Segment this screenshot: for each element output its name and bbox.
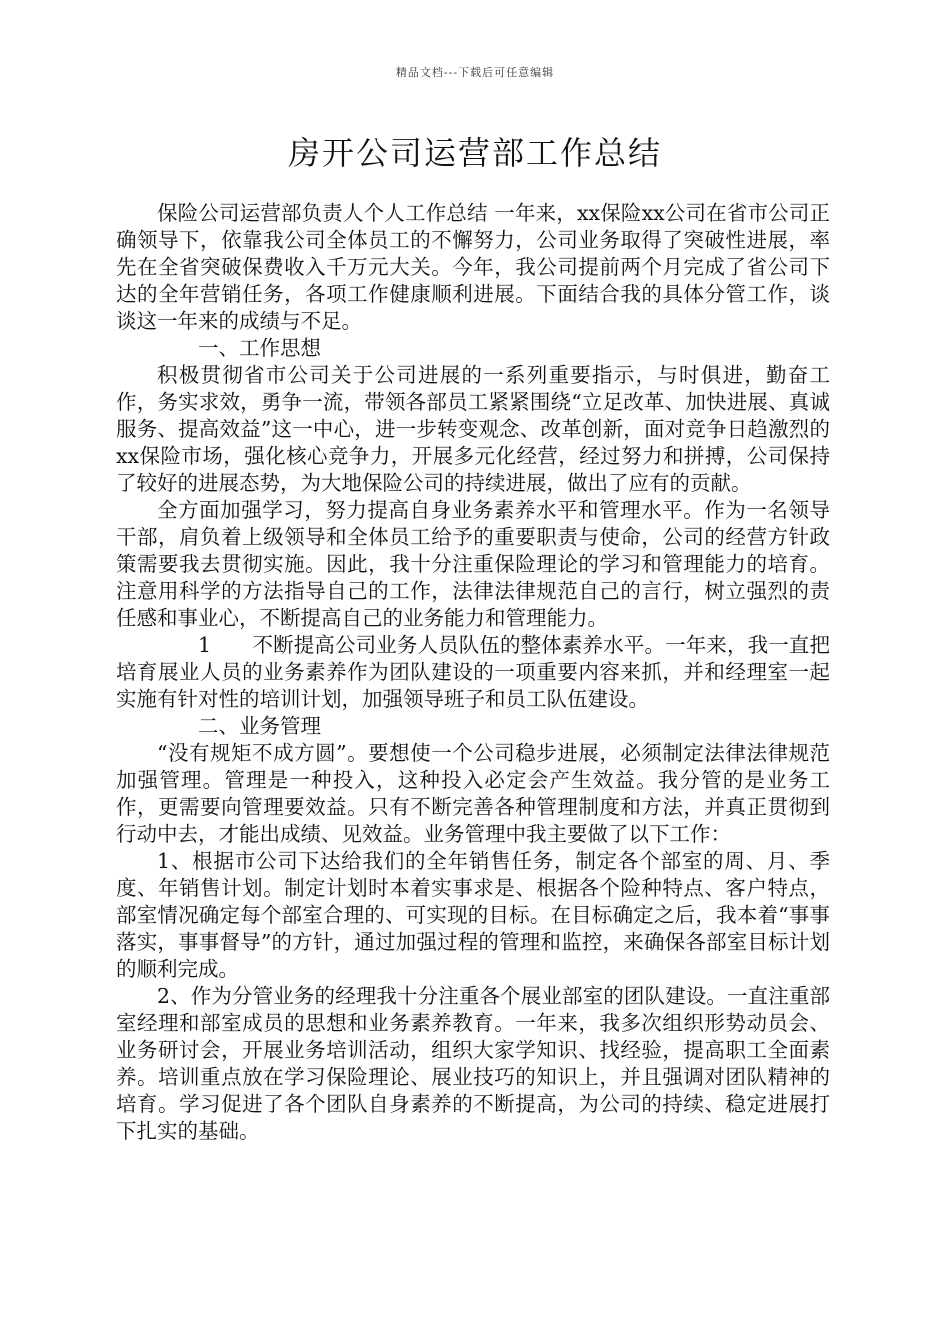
- section-heading-business-management: 二、业务管理: [198, 714, 321, 738]
- header-note: 精品文档---下载后可任意编辑: [395, 66, 555, 79]
- paragraph-numbered: 2、作为分管业务的经理我十分注重各个展业部室的团队建设。一直注重部室经理和部室成员的思想和业务素养教育。一年来，我多次组织形势动员会、业务研讨会，开展业务培训活动，组织大家学知识、找经验，提高职工全面素养。培训重点放在学习保险理论、展业技巧的知识上，并且强调对团队精神的培育。学习促进了各个团队自身素养的不断提高，为公司的持续、稳定进展打下扎实的基础。: [116, 984, 830, 1143]
- document-title: 房开公司运营部工作总结: [287, 134, 662, 172]
- paragraph-numbered: 1 不断提高公司业务人员队伍的整体素养水平。一年来，我一直把培育展业人员的业务素养作为团队建设的一项重要内容来抓，并和经理室一起实施有针对性的培训计划，加强领导班子和员工队伍建设。: [116, 633, 830, 711]
- paragraph-numbered: 1、根据市公司下达给我们的全年销售任务，制定各个部室的周、月、季度、年销售计划。制定计划时本着实事求是、根据各个险种特点、客户特点，部室情况确定每个部室合理的、可实现的目标。在目标确定之后，我本着“事事落实，事事督导”的方针，通过加强过程的管理和监控，来确保各部室目标计划的顺利完成。: [116, 849, 830, 981]
- paragraph: “没有规矩不成方圆”。要想使一个公司稳步进展，必须制定法律法律规范加强管理。管理是一种投入，这种投入必定会产生效益。我分管的是业务工作，更需要向管理要效益。只有不断完善各种管理制度和方法，并真正贯彻到行动中去，才能出成绩、见效益。业务管理中我主要做了以下工作：: [116, 741, 830, 846]
- paragraph: 积极贯彻省市公司关于公司进展的一系列重要指示，与时俱进，勤奋工作，务实求效，勇争一流，带领各部员工紧紧围绕“立足改革、加快进展、真诚服务、提高效益”这一中心，进一步转变观念、改革创新，面对竞争日趋激烈的xx保险市场，强化核心竞争力，开展多元化经营，经过努力和拼搏，公司保持了较好的进展态势，为大地保险公司的持续进展，做出了应有的贡献。: [116, 363, 830, 495]
- section-heading-work-thinking: 一、工作思想: [198, 336, 321, 360]
- document-body: [116, 200, 830, 1145]
- paragraph: 全方面加强学习，努力提高自身业务素养水平和管理水平。作为一名领导干部，肩负着上级领导和全体员工给予的重要职责与使命，公司的经营方针政策需要我去贯彻实施。因此，我十分注重保险理论的学习和管理能力的培育。注意用科学的方法指导自己的工作，法律法律规范自己的言行，树立强烈的责任感和事业心，不断提高自己的业务能力和管理能力。: [116, 498, 830, 630]
- paragraph-intro: 保险公司运营部负责人个人工作总结 一年来，xx保险xx公司在省市公司正确领导下，依靠我公司全体员工的不懈努力，公司业务取得了突破性进展，率先在全省突破保费收入千万元大关。今年，我公司提前两个月完成了省公司下达的全年营销任务，各项工作健康顺利进展。下面结合我的具体分管工作，谈谈这一年来的成绩与不足。: [116, 201, 830, 333]
